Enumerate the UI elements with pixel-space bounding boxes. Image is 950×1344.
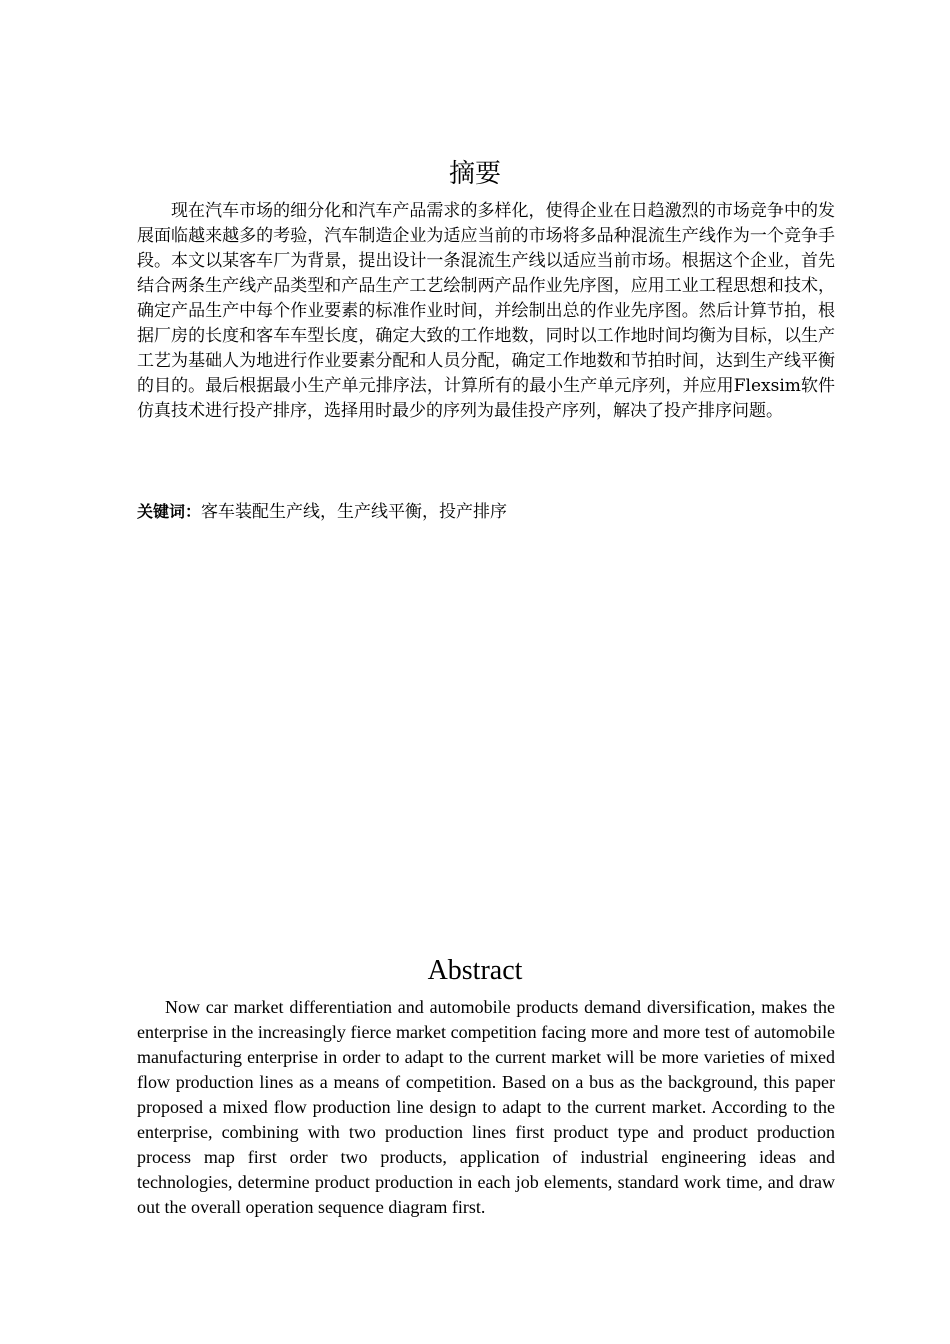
english-abstract-title: Abstract (427, 955, 523, 986)
chinese-keywords (137, 499, 835, 525)
keywords-text: 客车装配生产线，生产线平衡，投产排序 (201, 502, 508, 522)
chinese-abstract-body: 现在汽车市场的细分化和汽车产品需求的多样化，使得企业在日趋激烈的市场竞争中的发展面临越来越多的考验，汽车制造企业为适应当前的市场将多品种混流生产线作为一个竞争手段。本文以某客车厂为背景，提出设计一条混流生产线以适应当前市场。根据这个企业，首先结合两条生产线产品类型和产品生产工艺绘制两产品作业先序图，应用工业工程思想和技术，确定产品生产中每个作业要素的标准作业时间，并绘制出总的作业先序图。然后计算节拍，根据厂房的长度和客车车型长度，确定大致的工作地数，同时以工作地时间均衡为目标，以生产工艺为基础人为地进行作业要素分配和人员分配，确定工作地数和节拍时间，达到生产线平衡的目的。最后根据最小生产单元排序法，计算所有的最小生产单元序列，并应用Flexsim软件仿真技术进行投产排序，选择用时最少的序列为最佳投产序列，解决了投产排序问题。 (137, 201, 835, 421)
keywords-label: 关键词： (137, 502, 202, 521)
english-abstract-body: Now car market differentiation and automobile products demand diversification, makes the enterprise in the increasingly fierce market competition facing more and more test of automobile manufacturing enterprise in order to adapt to the current market will be more varieties of mixed flow production lines as a means of competition. Based on a bus as the background, this paper proposed a mixed flow production line design to adapt to the current market. According to the enterprise, combining with two production lines first product type and product production process map first order two products, application of industrial engineering ideas and technologies, determine product production in each job elements, standard work time, and draw out the overall operation sequence diagram first. (137, 997, 835, 1217)
chinese-abstract-title: 摘要 (448, 159, 501, 189)
